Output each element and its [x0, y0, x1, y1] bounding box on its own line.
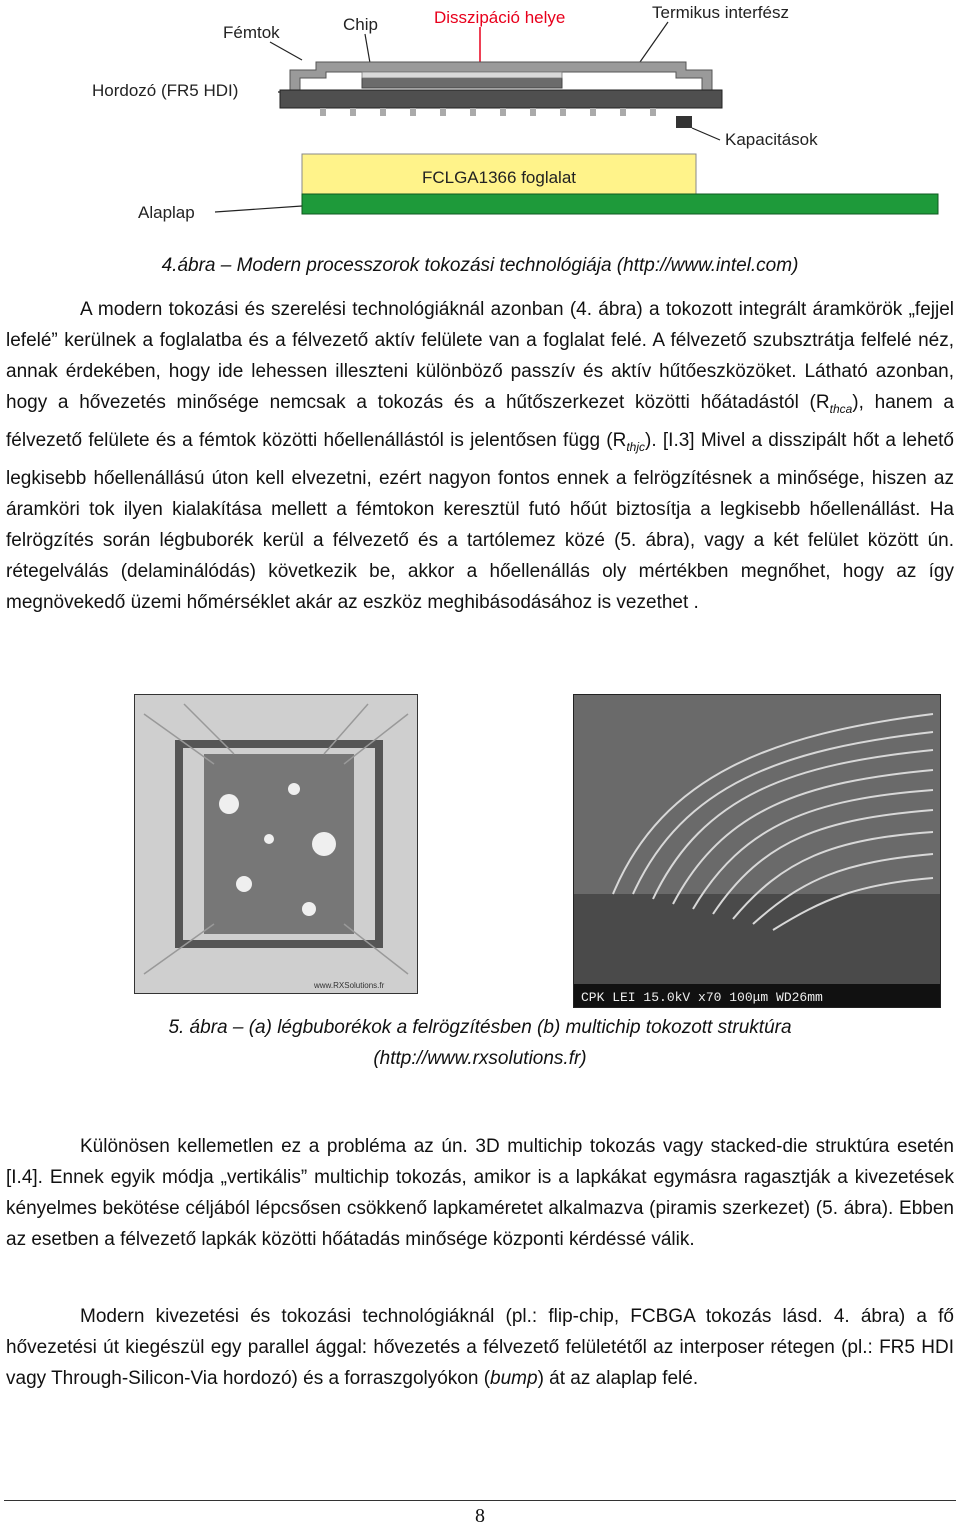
- label-thermal-interface: Termikus interfész: [652, 3, 789, 22]
- xray-image: [134, 694, 418, 994]
- sem-image: [573, 694, 941, 1008]
- label-socket: FCLGA1366 foglalat: [421, 168, 577, 187]
- figure-4-caption: 4.ábra – Modern processzorok tokozási technológiája (http://www.intel.com): [161, 255, 799, 276]
- xray-watermark: www.RXSolutions.fr: [314, 981, 385, 990]
- label-capacitors: Kapacitások: [725, 130, 818, 149]
- label-dissipation: Disszipáció helye: [434, 8, 566, 27]
- paragraph-1: A modern tokozási és szerelési technológiáknál azonban (4. ábra) a tokozott integrált áramkörök „fejjel lefelé” kerülnek a foglalatba és a félvezető aktív felülete van a foglalat felé. A félvezető szubsztrátja felfelé néz, annak érdekében, hogy ide lehessen illeszteni különböző passzív és aktív hűtőeszközöket. Látható azonban, hogy a hővezetés minősége nemcsak a tokozás és a hűtőszerkezet közötti hőátadástól $(R_{thca})$, hanem a félvezető felülete és a fémtok közötti hőellenállástól is jelentősen függ $(R_{thjc})$. [I.3] Mivel a disszipált hőt a lehető legkisebb hőellenállású úton kell elvezetni, ezért nagyon fontos ennek a felrögzítésnek a minősége, hiszen az áramköri tok ilyen kialakítása mellett a fémtokon keresztül futó hőút biztosítja a legkisebb hőellenállást. Ha felrögzítés során légbuborék kerül a félvezető és a tartólemez közé (5. ábra), vagy a két felület között ún. rétegelválás (delaminálódás) következik be, akkor a hőellenállás oly mértékben megnőhet, hogy az így megnövekedő üzemi hőmérséklet akár az eszköz meghibásodásához is vezethet .: [6, 299, 955, 613]
- paragraph-2: Különösen kellemetlen ez a probléma az ún. 3D multichip tokozás vagy stacked-die struktúra esetén [I.4]. Ennek egyik módja „vertikális” multichip tokozás, amikor is a lapkákat egymásra ragasztják a kivezetések kényelmes bekötése céljából lépcsősen csökkenő lapkaméretet alkalmazva (piramis szerkezet) (5. ábra). Ebben az esetben a félvezető lapkák közötti hőátadás minősége központi kérdéssé válik.: [6, 1136, 954, 1250]
- figure-5-caption-line2: (http://www.rxsolutions.fr): [373, 1048, 587, 1069]
- sem-info-bar: CPK LEI 15.0kV x70 100μm WD26mm: [581, 990, 823, 1005]
- figure-4-diagram: [80, 0, 950, 235]
- paragraph-3: Modern kivezetési és tokozási technológiáknál (pl.: flip-chip, FCBGA tokozás lásd. 4. ábra) a fő hővezetési út kiegészül egy parallel ággal: hővezetés a félvezető felületétől az interposer rétegen (pl.: FR5 HDI vagy Through-Silicon-Via hordozó) és a forraszgolyókon (bump) át az alaplap felé.: [6, 1306, 954, 1389]
- label-femtok: Fémtok: [223, 23, 280, 42]
- label-chip: Chip: [343, 15, 378, 34]
- figure-5-caption-line1: 5. ábra – (a) légbuborékok a felrögzítésben (b) multichip tokozott struktúra: [168, 1017, 792, 1038]
- footer-divider: [4, 1500, 956, 1501]
- page-number: 8: [475, 1505, 485, 1527]
- label-carrier: Hordozó (FR5 HDI): [92, 81, 239, 100]
- label-motherboard: Alaplap: [138, 203, 195, 222]
